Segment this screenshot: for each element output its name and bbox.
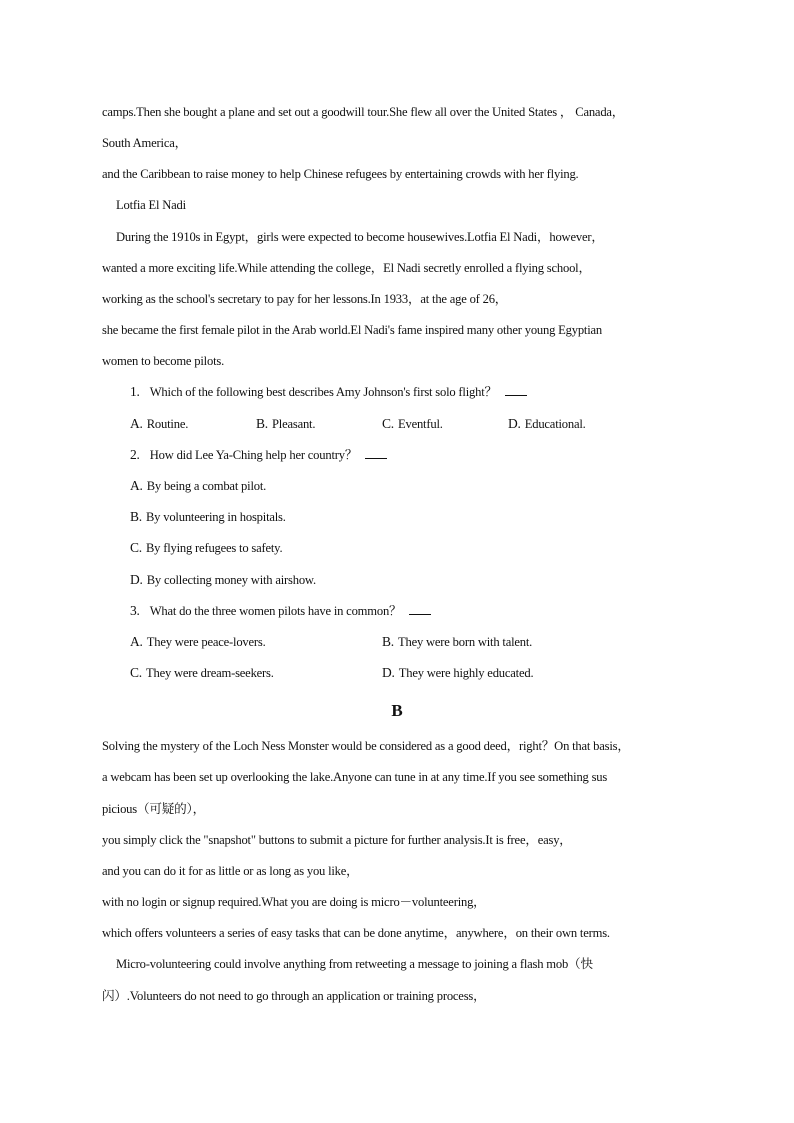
passage-line: 闪）.Volunteers do not need to go through an application or training process，: [102, 989, 486, 1003]
passage-line: a webcam has been set up overlooking the lake.Anyone can tune in at any time.If you see something sus: [102, 770, 608, 784]
option-b[interactable]: B. Pleasant.: [256, 416, 316, 431]
passage-line: which offers volunteers a series of easy tasks that can be done anytime，anywhere，on their own terms.: [102, 926, 610, 940]
option-d[interactable]: D. By collecting money with airshow.: [130, 572, 316, 587]
passage-line: she became the first female pilot in the Arab world.El Nadi's fame inspired many other young Egyptian: [102, 323, 603, 337]
section-heading: B: [391, 701, 403, 720]
answer-blank[interactable]: [409, 604, 431, 615]
question-text: How did Lee Ya-Ching help her country？: [149, 448, 358, 462]
option-a[interactable]: A. By being a combat pilot.: [130, 478, 267, 493]
passage-line: During the 1910s in Egypt，girls were expected to become housewives.Lotfia El Nadi，however，: [116, 230, 604, 244]
question-number: 2.: [130, 447, 140, 462]
option-d[interactable]: D. They were highly educated.: [382, 665, 534, 680]
question-3: [130, 603, 431, 619]
answer-blank[interactable]: [365, 448, 387, 459]
option-a[interactable]: A. Routine.: [130, 416, 189, 431]
answer-blank[interactable]: [505, 385, 527, 396]
question-text: What do the three women pilots have in common？: [149, 604, 402, 618]
passage-line: wanted a more exciting life.While attending the college，El Nadi secretly enrolled a flying school，: [102, 261, 591, 275]
passage-line: South America，: [102, 136, 187, 150]
option-c[interactable]: C. By flying refugees to safety.: [130, 540, 283, 555]
option-c[interactable]: C. They were dream-seekers.: [130, 665, 274, 680]
question-text: Which of the following best describes Amy Johnson's first solo flight？: [149, 385, 497, 399]
passage-line: picious（可疑的），: [102, 802, 206, 816]
question-2: [130, 447, 387, 463]
passage-line: with no login or signup required.What you are doing is micro－volunteering，: [102, 895, 486, 909]
question-number: 1.: [130, 384, 140, 399]
passage-line: and you can do it for as little or as long as you like，: [102, 864, 359, 878]
passage-line: Solving the mystery of the Loch Ness Monster would be considered as a good deed，right？On that basis，: [102, 739, 630, 753]
passage-line: you simply click the "snapshot" buttons to submit a picture for further analysis.It is free，easy，: [102, 833, 572, 847]
passage-line: women to become pilots.: [102, 354, 225, 368]
passage-line: camps.Then she bought a plane and set out a goodwill tour.She flew all over the United States ， Canada，: [102, 105, 625, 119]
subheading-lotfia-el-nadi: Lotfia El Nadi: [116, 198, 186, 212]
passage-line: and the Caribbean to raise money to help Chinese refugees by entertaining crowds with her flying.: [102, 167, 579, 181]
option-a[interactable]: A. They were peace-lovers.: [130, 634, 266, 649]
option-c[interactable]: C. Eventful.: [382, 416, 443, 431]
passage-line: Micro-volunteering could involve anything from retweeting a message to joining a flash mob（快: [116, 957, 593, 971]
option-b[interactable]: B. They were born with talent.: [382, 634, 533, 649]
option-d[interactable]: D. Educational.: [508, 416, 586, 431]
question-number: 3.: [130, 603, 140, 618]
question-1: [130, 384, 527, 400]
option-b[interactable]: B. By volunteering in hospitals.: [130, 509, 286, 524]
passage-line: working as the school's secretary to pay for her lessons.In 1933，at the age of 26，: [102, 292, 508, 306]
